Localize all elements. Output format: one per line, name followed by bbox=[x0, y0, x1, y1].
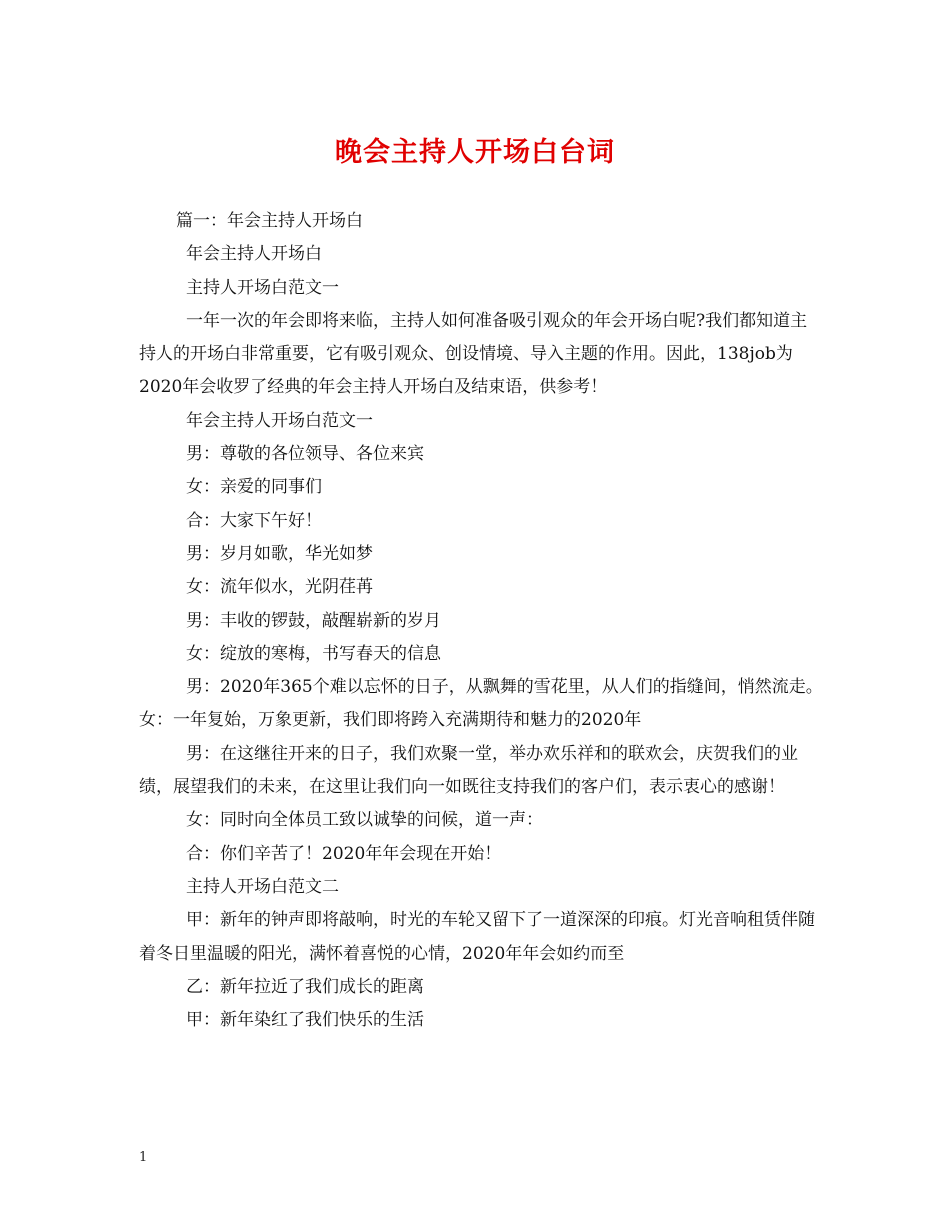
dialogue-line: 合：大家下午好！ bbox=[186, 510, 322, 531]
dialogue-line: 女：亲爱的同事们 bbox=[186, 477, 322, 498]
paragraph: 主持人开场白范文二 bbox=[186, 876, 339, 897]
dialogue-line: 男：岁月如歌，华光如梦 bbox=[186, 543, 373, 564]
dialogue-line: 男：2020年365个难以忘怀的日子，从飘舞的雪花里，从人们的指缝间，悄然流走。 女：一年复始，万象更新，我们即将跨入充满期待和魅力的2020年 bbox=[139, 677, 832, 731]
dialogue-line: 男：在这继往开来的日子，我们欢聚一堂，举办欢乐祥和的联欢会，庆贺我们的业绩，展望我们的未来，在这里让我们向一如既往支持我们的客户们，表示衷心的感谢！ bbox=[139, 743, 798, 798]
dialogue-line: 甲：新年染红了我们快乐的生活 bbox=[186, 1010, 424, 1031]
dialogue-line: 合：你们辛苦了！2020年年会现在开始！ bbox=[186, 843, 502, 864]
dialogue-line: 男：丰收的锣鼓，敲醒崭新的岁月 bbox=[186, 610, 441, 631]
dialogue-line: 女：绽放的寒梅，书写春天的信息 bbox=[186, 643, 441, 664]
paragraph: 一年一次的年会即将来临，主持人如何准备吸引观众的年会开场白呢?我们都知道主持人的开场白非常重要，它有吸引观众、创设情境、导入主题的作用。因此，138job为2020年会收罗了经典的年会主持人开场白及结束语，供参考！ bbox=[139, 310, 808, 398]
paragraph: 年会主持人开场白范文一 bbox=[186, 410, 373, 431]
dialogue-line: 男：尊敬的各位领导、各位来宾 bbox=[186, 444, 424, 465]
paragraph: 年会主持人开场白 bbox=[186, 244, 322, 265]
dialogue-line: 女：流年似水，光阴荏苒 bbox=[186, 577, 373, 598]
document-title: 晚会主持人开场白台词 bbox=[335, 137, 615, 168]
dialogue-line: 乙：新年拉近了我们成长的距离 bbox=[186, 976, 424, 997]
dialogue-line: 女：同时向全体员工致以诚挚的问候，道一声： bbox=[186, 810, 543, 831]
paragraph: 主持人开场白范文一 bbox=[186, 277, 339, 298]
page-number: 1 bbox=[139, 1150, 148, 1165]
dialogue-line: 甲：新年的钟声即将敲响，时光的车轮又留下了一道深深的印痕。灯光音响租赁伴随着冬日里温暖的阳光，满怀着喜悦的心情，2020年年会如约而至 bbox=[139, 910, 815, 964]
document-body bbox=[139, 205, 832, 1037]
section-heading: 篇一：年会主持人开场白 bbox=[176, 211, 363, 231]
